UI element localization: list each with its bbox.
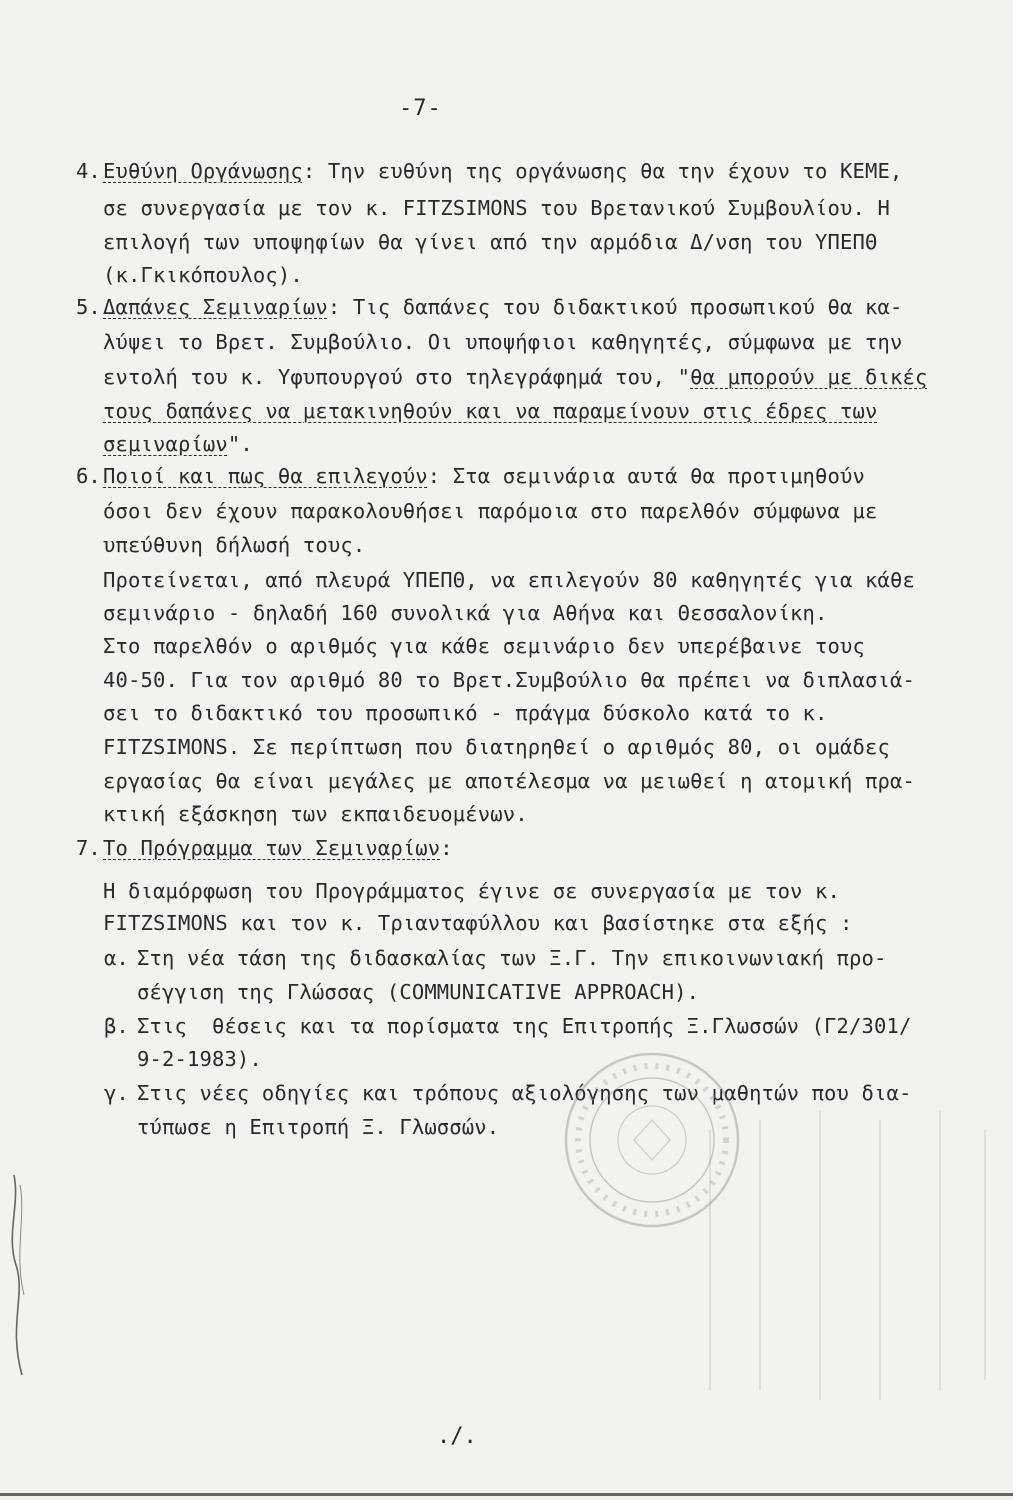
section-6-heading: Ποιοί και πως θα επιλεγούν (103, 464, 428, 488)
section-4-line-1: : Την ευθύνη της οργάνωσης θα την έχουν το ΚΕΜΕ, (302, 159, 903, 183)
continuation-mark: ./. (437, 1424, 477, 1449)
bottom-edge-line (0, 1493, 1013, 1496)
item-b-label: β. (104, 1014, 129, 1038)
section-6-line-4: Προτείνεται, από πλευρά ΥΠΕΠΘ, να επιλεγούν 80 καθηγητές για κάθε (103, 568, 915, 592)
section-6-line-3: υπεύθυνη δήλωσή τους. (103, 533, 366, 557)
item-a-line-2: σέγγιση της Γλώσσας (COMMUNICATIVE APPROACH). (137, 980, 700, 1004)
section-5-heading: Δαπάνες Σεμιναρίων (103, 295, 328, 319)
section-6-line-7: 40-50. Για τον αριθμό 80 το Βρετ.Συμβούλιο θα πρέπει να διπλασιά- (103, 668, 915, 692)
section-5-quote-end: ". (227, 432, 253, 456)
section-7-first-line (103, 835, 453, 861)
section-5-line-3-text: εντολή του κ. Υφυπουργού στο τηλεγράφημά του, " (103, 365, 691, 389)
section-4-line-4: (κ.Γκικόπουλος). (103, 263, 303, 287)
section-7-heading-end: : (440, 836, 453, 860)
section-7-number: 7. (76, 836, 101, 860)
section-6-line-1: : Στα σεμινάρια αυτά θα προτιμηθούν (427, 464, 866, 488)
section-6-line-9: FITZSIMONS. Σε περίπτωση που διατηρηθεί ο αριθμός 80, οι ομάδες (103, 735, 890, 759)
item-c-line-1: Στις νέες οδηγίες και τρόπους αξιολόγησης των μαθητών που δια- (137, 1081, 912, 1105)
section-5-line-1: : Τις δαπάνες του διδακτικού προσωπικού θα κα- (327, 295, 903, 319)
section-4-first-line (103, 158, 903, 184)
section-4-heading: Ευθύνη Οργάνωσης (103, 159, 303, 183)
section-4-line-2: σε συνεργασία με τον κ. FITZSIMONS του Βρετανικού Συμβουλίου. Η (103, 196, 890, 220)
section-6-line-10: εργασίας θα είναι μεγάλες με αποτέλεσμα να μειωθεί η ατομική πρα- (103, 769, 915, 793)
item-a-label: α. (104, 946, 129, 970)
item-b-line-1: Στις θέσεις και τα πορίσματα της Επιτροπής Ξ.Γλωσσών (Γ2/301/ (137, 1014, 912, 1038)
section-5-quote-line-3 (103, 431, 253, 457)
section-5-quote-1: θα μπορούν με δικές (690, 365, 928, 389)
item-a-line-1: Στη νέα τάση της διδασκαλίας των Ξ.Γ. Την επικοινωνιακή προ- (137, 946, 887, 970)
section-4-line-3: επιλογή των υποψηφίων θα γίνει από την αρμόδια Δ/νση του ΥΠΕΠΘ (103, 230, 878, 254)
section-5-first-line (103, 294, 903, 320)
section-5-number: 5. (76, 295, 101, 319)
section-5-line-3 (103, 364, 928, 390)
section-5-line-2: λύψει το Βρετ. Συμβούλιο. Οι υποψήφιοι καθηγητές, σύμφωνα με την (103, 330, 903, 354)
section-7-line-2: FITZSIMONS και τον κ. Τριανταφύλλου και βασίστηκε στα εξής : (103, 911, 853, 935)
section-4-number: 4. (76, 159, 101, 183)
item-b-line-2: 9-2-1983). (137, 1047, 262, 1071)
page-number: -7- (399, 96, 442, 121)
margin-pen-mark (0, 1175, 40, 1385)
item-c-line-2: τύπωσε η Επιτροπή Ξ. Γλωσσών. (137, 1115, 500, 1139)
section-5-quote-2: τους δαπάνες να μετακινηθούν και να παραμείνουν στις έδρες των (103, 399, 878, 423)
section-6-line-2: όσοι δεν έχουν παρακολουθήσει παρόμοια στο παρελθόν σύμφωνα με (103, 499, 878, 523)
section-7-heading: Το Πρόγραμμα των Σεμιναρίων (103, 836, 441, 860)
section-6-line-5: σεμινάριο - δηλαδή 160 συνολικά για Αθήνα και Θεσσαλονίκη. (103, 601, 828, 625)
section-6-line-11: κτική εξάσκηση των εκπαιδευομένων. (103, 802, 528, 826)
section-5-quote-line-2 (103, 398, 878, 424)
section-7-line-1: Η διαμόρφωση του Προγράμματος έγινε σε συνεργασία με τον κ. (103, 879, 841, 903)
official-seal-icon (562, 1050, 742, 1230)
section-6-line-8: σει το διδακτικό του προσωπικό - πράγμα δύσκολο κατά το κ. (103, 701, 828, 725)
section-6-number: 6. (76, 464, 101, 488)
section-5-quote-3: σεμιναρίων (103, 432, 228, 456)
section-6-first-line (103, 463, 865, 489)
item-c-label: γ. (104, 1081, 129, 1105)
section-6-line-6: Στο παρελθόν ο αριθμός για κάθε σεμινάριο δεν υπερέβαινε τους (103, 634, 866, 658)
